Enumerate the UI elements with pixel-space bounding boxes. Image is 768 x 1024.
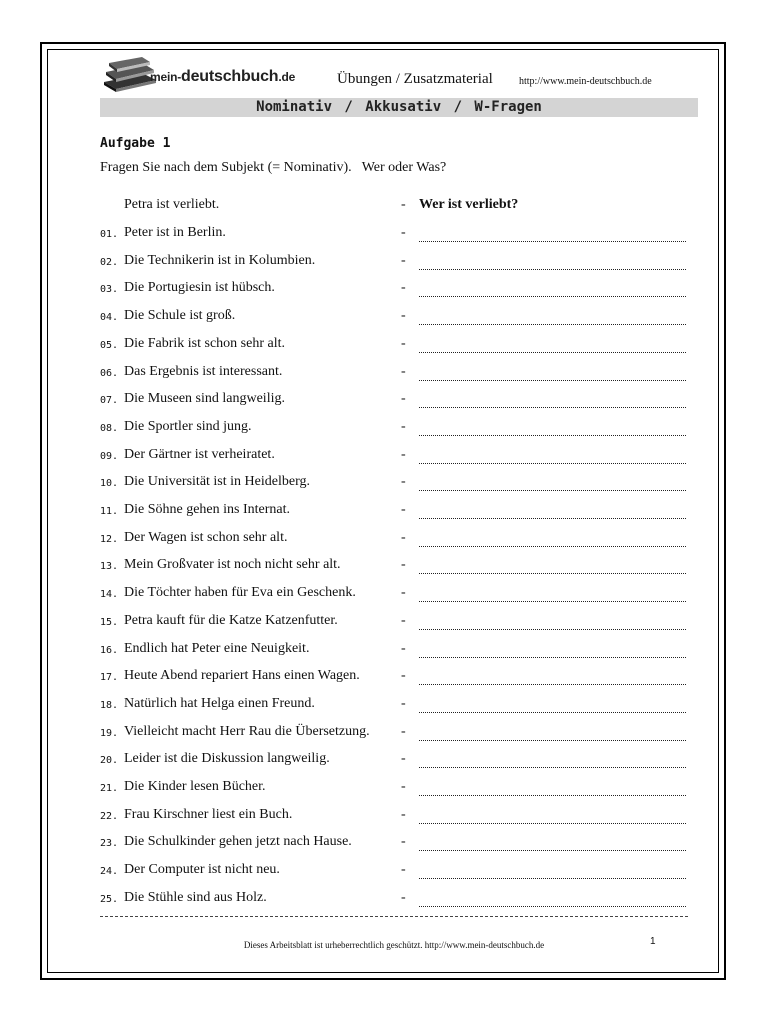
answer-line[interactable] [419,615,686,630]
title-bar [100,98,698,117]
item-sentence: Petra kauft für die Katze Katzenfutter. [124,612,338,628]
example-row [0,197,768,217]
item-number: 10. [100,478,119,490]
item-sentence: Die Sportler sind jung. [124,418,252,434]
separator-dash: - [401,585,406,601]
item-number: 02. [100,256,119,268]
separator-dash: - [401,834,406,850]
exercise-item [0,585,768,605]
answer-line[interactable] [419,338,686,353]
item-number: 19. [100,727,119,739]
item-sentence: Der Computer ist nicht neu. [124,862,280,878]
question-hint: Wer oder Was? [361,160,447,175]
item-number: 22. [100,810,119,822]
exercise-item [0,890,768,910]
answer-line[interactable] [419,310,686,325]
separator-dash: - [401,418,406,434]
footer-copyright: Dieses Arbeitsblatt ist urheberrechtlich geschützt. http://www.mein-deutschbuch.de [243,940,545,950]
separator-dash: - [401,252,406,268]
item-sentence: Endlich hat Peter eine Neuigkeit. [124,640,310,656]
answer-line[interactable] [419,587,686,602]
item-number: 05. [100,339,119,351]
answer-line[interactable] [419,421,686,436]
exercise-item [0,336,768,356]
separator-dash: - [401,391,406,407]
separator-dash: - [401,806,406,822]
exercise-item [0,447,768,467]
item-number: 09. [100,450,119,462]
separator-dash: - [401,308,406,324]
answer-line[interactable] [419,366,686,381]
item-number: 18. [100,699,119,711]
item-sentence: Die Fabrik ist schon sehr alt. [124,335,285,351]
item-sentence: Der Wagen ist schon sehr alt. [124,529,288,545]
answer-line[interactable] [419,449,686,464]
page-number: 1 [650,936,656,947]
item-number: 01. [100,229,119,240]
separator-dash: - [401,363,406,379]
item-number: 24. [100,866,119,878]
separator-dash: - [401,197,406,212]
answer-line[interactable] [419,864,686,879]
item-number: 21. [100,783,119,794]
separator-dash: - [401,529,406,545]
exercise-item [0,724,768,744]
header-title: Übungen / Zusatzmaterial [337,71,493,87]
item-sentence: Die Universität ist in Heidelberg. [124,474,310,490]
item-number: 11. [100,506,119,517]
exercise-item [0,779,768,799]
item-number: 15. [100,616,119,628]
separator-dash: - [401,474,406,490]
item-sentence: Natürlich hat Helga einen Freund. [124,695,315,711]
answer-line[interactable] [419,532,686,547]
item-number: 07. [100,395,119,407]
header-url: http://www.mein-deutschbuch.de [519,76,652,87]
item-sentence: Heute Abend repariert Hans einen Wagen. [124,668,360,684]
answer-line[interactable] [419,670,686,685]
separator-dash: - [401,280,406,296]
answer-line[interactable] [419,753,686,768]
item-sentence: Peter ist in Berlin. [124,225,226,240]
answer-line[interactable] [419,781,686,796]
exercise-item [0,502,768,522]
item-sentence: Der Gärtner ist verheiratet. [124,446,275,462]
exercise-item [0,280,768,300]
exercise-item [0,834,768,854]
answer-line[interactable] [419,504,686,519]
example-sentence: Petra ist verliebt. [124,197,220,212]
exercise-item [0,253,768,273]
brand-name: mein-deutschbuch.de [150,68,296,85]
worksheet-title: Nominativ / Akkusativ / W-Fragen [256,99,542,115]
item-sentence: Die Stühle sind aus Holz. [124,889,267,905]
answer-line[interactable] [419,255,686,270]
answer-line[interactable] [419,698,686,713]
item-number: 08. [100,422,119,434]
item-sentence: Die Schule ist groß. [124,308,236,324]
exercise-item [0,530,768,550]
separator-dash: - [401,640,406,656]
item-sentence: Vielleicht macht Herr Rau die Übersetzung. [124,723,370,739]
separator-dash: - [401,557,406,573]
item-sentence: Die Technikerin ist in Kolumbien. [124,252,316,268]
separator-dash: - [401,612,406,628]
item-number: 03. [100,284,119,296]
item-sentence: Die Söhne gehen ins Internat. [124,502,291,517]
exercise-item [0,668,768,688]
item-sentence: Die Museen sind langweilig. [124,391,285,407]
item-number: 23. [100,838,119,850]
answer-line[interactable] [419,476,686,491]
exercise-item [0,613,768,633]
exercise-item [0,225,768,245]
separator-dash: - [401,779,406,794]
exercise-item [0,419,768,439]
item-sentence: Leider ist die Diskussion langweilig. [124,751,330,767]
item-sentence: Die Schulkinder gehen jetzt nach Hause. [124,834,352,850]
item-sentence: Das Ergebnis ist interessant. [124,363,283,379]
separator-dash: - [401,723,406,739]
item-number: 17. [100,672,119,684]
item-sentence: Frau Kirschner liest ein Buch. [124,806,293,822]
item-sentence: Die Portugiesin ist hübsch. [124,280,275,296]
instruction-text: Fragen Sie nach dem Subjekt (= Nominativ). [100,160,352,175]
answer-line[interactable] [419,643,686,658]
exercise-item [0,364,768,384]
item-sentence: Die Kinder lesen Bücher. [124,779,266,794]
exercise-item [0,391,768,411]
exercise-item [0,807,768,827]
exercise-item [0,696,768,716]
answer-line[interactable] [419,227,686,242]
separator-dash: - [401,751,406,767]
task-instruction [100,160,446,176]
answer-line[interactable] [419,559,686,574]
item-number: 12. [100,533,119,545]
separator-dash: - [401,502,406,517]
answer-line[interactable] [419,892,686,907]
separator-dash: - [401,695,406,711]
exercise-item [0,641,768,661]
dashed-separator [100,916,688,917]
item-number: 04. [100,312,119,324]
answer-line[interactable] [419,282,686,297]
item-number: 13. [100,561,119,573]
item-number: 06. [100,367,119,379]
answer-line[interactable] [419,809,686,824]
task-heading: Aufgabe 1 [100,136,171,151]
exercise-item [0,751,768,771]
exercise-item [0,474,768,494]
item-number: 16. [100,644,119,656]
separator-dash: - [401,446,406,462]
example-answer: Wer ist verliebt? [419,197,519,212]
item-number: 20. [100,755,119,767]
item-sentence: Die Töchter haben für Eva ein Geschenk. [124,585,356,601]
answer-line[interactable] [419,393,686,408]
exercise-item [0,862,768,882]
answer-line[interactable] [419,836,686,851]
exercise-item [0,557,768,577]
separator-dash: - [401,889,406,905]
item-number: 14. [100,589,119,601]
item-sentence: Mein Großvater ist noch nicht sehr alt. [124,557,341,573]
separator-dash: - [401,862,406,878]
answer-line[interactable] [419,726,686,741]
separator-dash: - [401,668,406,684]
separator-dash: - [401,225,406,240]
separator-dash: - [401,335,406,351]
item-number: 25. [100,893,119,905]
exercise-item [0,308,768,328]
